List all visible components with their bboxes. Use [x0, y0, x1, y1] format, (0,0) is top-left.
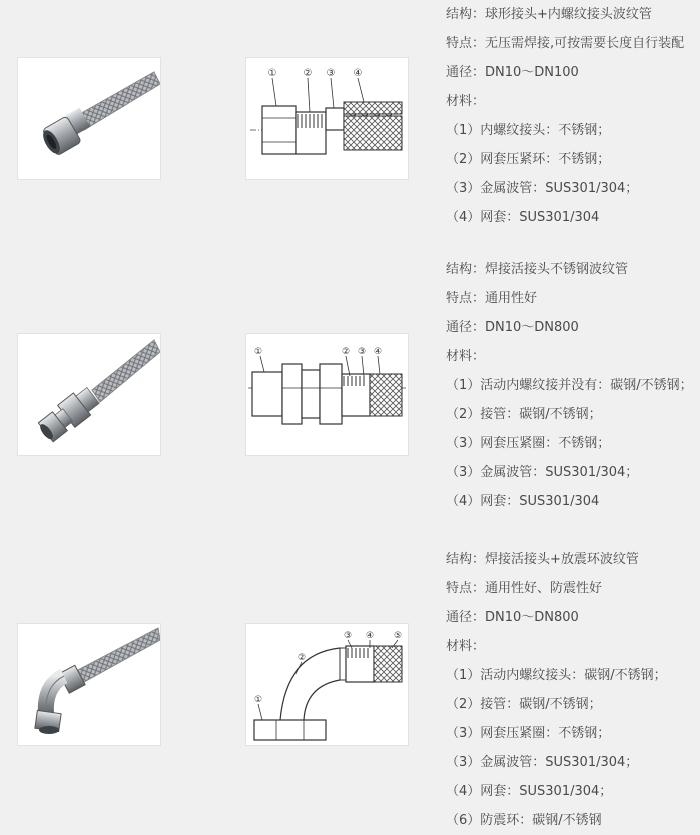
hose-photo-elbow	[18, 624, 160, 745]
spec-material-item: （2）网套压紧环：不锈钢；	[446, 152, 611, 167]
product-photo-1	[17, 57, 161, 180]
diagram-drawing-2	[246, 334, 408, 455]
diagram-label: ③	[357, 347, 367, 357]
spec-materials-title: 材料：	[446, 349, 486, 364]
spec-material-item: （4）网套：SUS301/304；	[446, 784, 613, 799]
spec-materials-title: 材料：	[446, 94, 486, 109]
hose-photo-straight	[18, 58, 160, 179]
product-spec-2	[446, 255, 696, 516]
diagram-label: ④	[365, 631, 375, 641]
spec-diameter: 通径：DN10～DN800	[446, 610, 579, 625]
diagram-label: ②	[297, 653, 307, 663]
spec-material-item: （2）接管：碳钢/不锈钢；	[446, 697, 602, 712]
product-spec-1	[446, 0, 696, 232]
diagram-label: ④	[353, 68, 363, 79]
spec-material-item: （1）内螺纹接头：不锈钢；	[446, 123, 611, 138]
product-photo-2	[17, 333, 161, 456]
spec-structure: 结构：焊接活接头+放震环波纹管	[446, 552, 639, 567]
spec-diameter: 通径：DN10～DN100	[446, 65, 579, 80]
spec-structure: 结构：焊接活接头不锈钢波纹管	[446, 262, 629, 277]
spec-structure: 结构：球形接头+内螺纹接头波纹管	[446, 7, 652, 22]
spec-material-item: （3）网套压紧圈：不锈钢；	[446, 436, 611, 451]
spec-feature: 特点：通用性好、防震性好	[446, 581, 603, 596]
diagram-drawing-1	[246, 58, 408, 179]
diagram-label: ③	[343, 631, 353, 641]
spec-material-item: （2）接管：碳钢/不锈钢；	[446, 407, 602, 422]
diagram-label: ①	[253, 347, 263, 357]
diagram-label: ②	[341, 347, 351, 357]
spec-material-item: （3）金属波管：SUS301/304；	[446, 465, 639, 480]
hose-photo-union	[18, 334, 160, 455]
product-photo-3	[17, 623, 161, 746]
spec-material-item: （1）活动内螺纹接头：碳钢/不锈钢；	[446, 668, 667, 683]
structure-diagram-1	[245, 57, 409, 180]
diagram-label: ①	[253, 695, 263, 705]
structure-diagram-2	[245, 333, 409, 456]
diagram-label: ④	[373, 347, 383, 357]
spec-material-item: （3）金属波管：SUS301/304；	[446, 755, 639, 770]
spec-material-item: （4）网套：SUS301/304	[446, 210, 600, 225]
spec-feature: 特点：无压需焊接,可按需要长度自行装配	[446, 36, 685, 51]
diagram-label: ②	[303, 68, 313, 79]
spec-material-item: （3）网套压紧圈：不锈钢；	[446, 726, 611, 741]
diagram-label: ⑤	[393, 631, 403, 641]
product-spec-3	[446, 545, 696, 835]
structure-diagram-3	[245, 623, 409, 746]
spec-material-item: （1）活动内螺纹接并没有：碳钢/不锈钢；	[446, 378, 693, 393]
spec-material-item: （3）金属波管：SUS301/304；	[446, 181, 639, 196]
diagram-label: ③	[326, 68, 336, 79]
spec-material-item: （6）防震环：碳钢/不锈钢	[446, 813, 602, 828]
spec-feature: 特点：通用性好	[446, 291, 538, 306]
spec-diameter: 通径：DN10～DN800	[446, 320, 579, 335]
diagram-label: ①	[267, 68, 277, 79]
spec-materials-title: 材料：	[446, 639, 486, 654]
spec-material-item: （4）网套：SUS301/304	[446, 494, 600, 509]
diagram-drawing-3	[246, 624, 408, 745]
